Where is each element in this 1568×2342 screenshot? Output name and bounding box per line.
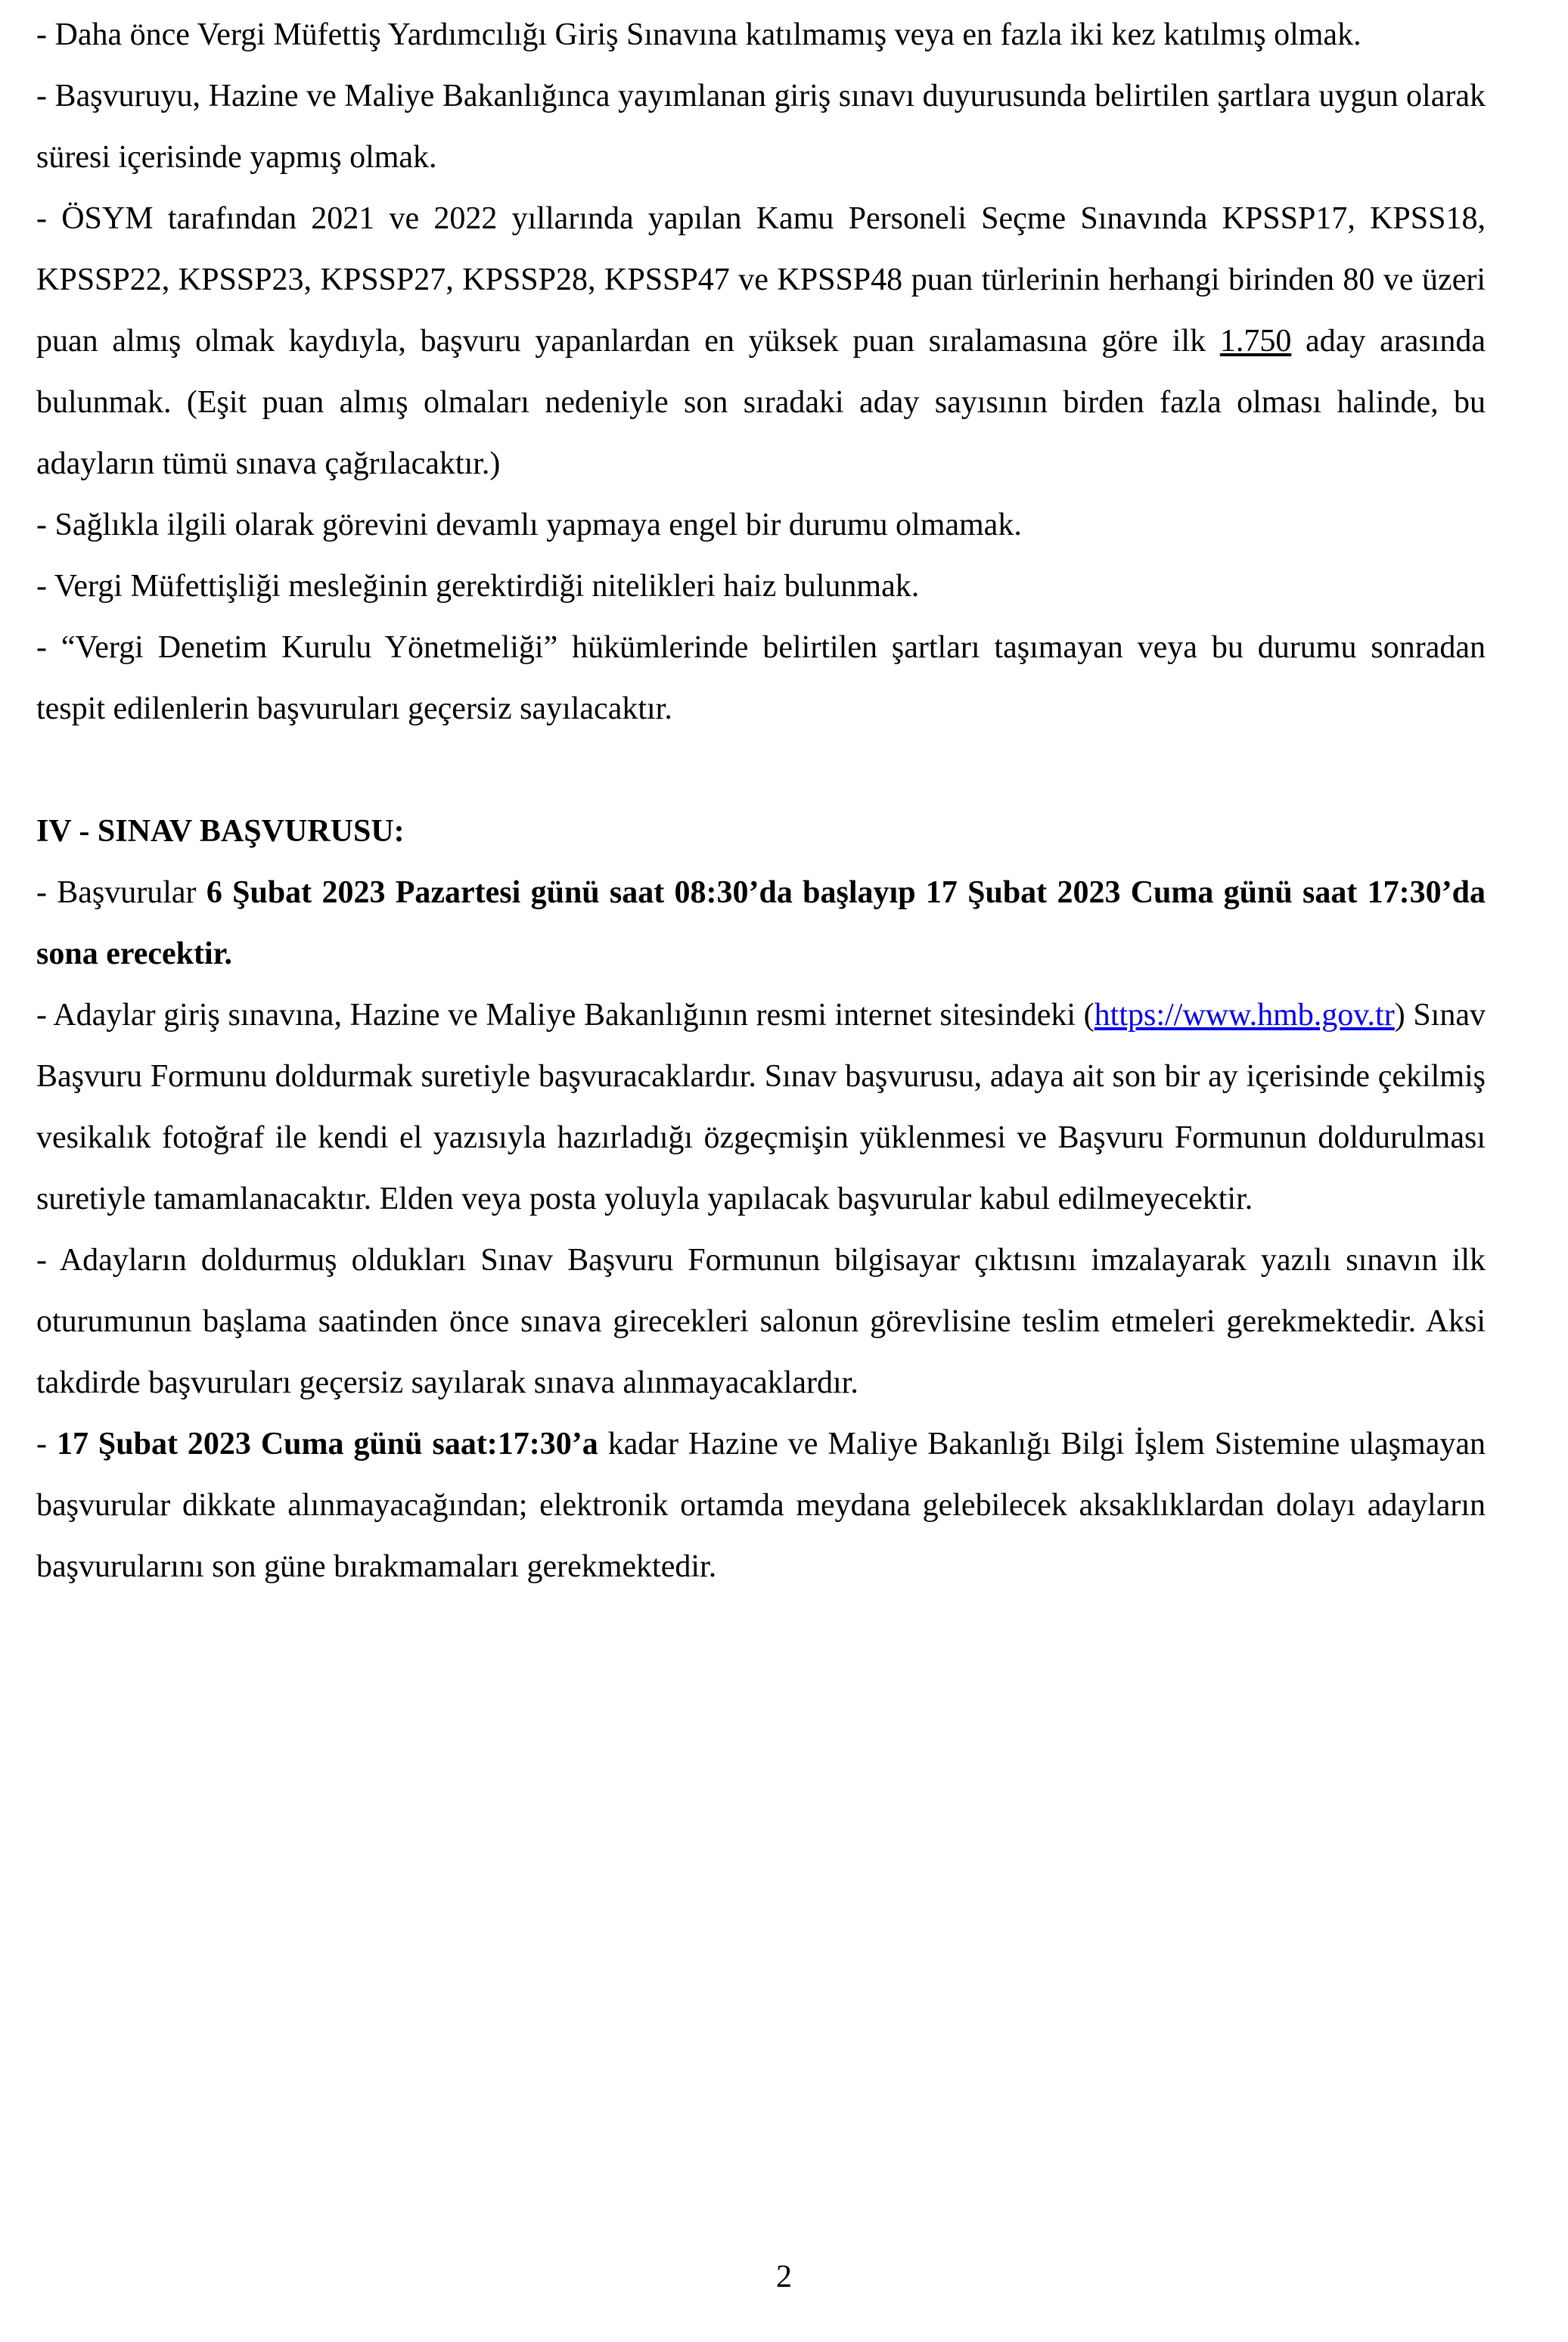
- deadline-notice-suffix: kadar Hazine ve Maliye Bakanlığı Bilgi İşlem Sistemine ulaşmayan başvurular dikkate alınmayacağından; elektronik ortamda meydana gelebilecek aksaklıklardan dolayı adayların başvurularını son güne bırakmamaları gerekmektedir.: [36, 1427, 1486, 1584]
- application-period-prefix: - Başvurular: [36, 875, 206, 910]
- candidate-limit-number: 1.750: [1219, 324, 1292, 359]
- application-method-paragraph: [36, 985, 1486, 1230]
- requirement-health: - Sağlıkla ilgili olarak görevini devamlı yapmaya engel bir durumu olmamak.: [36, 508, 1022, 542]
- requirement-regulation-compliance: - “Vergi Denetim Kurulu Yönetmeliği” hükümlerinde belirtilen şartları taşımayan veya bu durumu sonradan tespit edilenlerin başvuruları geçersiz sayılacaktır.: [36, 630, 1486, 726]
- application-method-suffix: ) Sınav Başvuru Formunu doldurmak suretiyle başvuracaklardır. Sınav başvurusu, adaya ait son bir ay içerisinde çekilmiş vesikalık fotoğraf ile kendi el yazısıyla hazırladığı özgeçmişin yüklenmesi ve Başvuru Formunun doldurulması suretiyle tamamlanacaktır. Elden veya posta yoluyla yapılacak başvurular kabul edilmeyecektir.: [36, 998, 1486, 1216]
- application-period-paragraph: [36, 862, 1486, 985]
- requirement-previous-exam-attempts: - Daha önce Vergi Müfettiş Yardımcılığı Giriş Sınavına katılmamış veya en fazla iki kez katılmış olmak.: [36, 17, 1362, 52]
- document-page: [36, 5, 1486, 1598]
- deadline-notice-paragraph: [36, 1414, 1486, 1598]
- section-spacer: [36, 740, 1486, 801]
- kpss-requirement-text-start: - ÖSYM tarafından 2021 ve 2022 yıllarında yapılan Kamu Personeli Seçme Sınavında KPSSP17, KPSS18, KPSSP22, KPSSP23, KPSSP27, KPSSP28, KPSSP47 ve KPSSP48 puan türlerinin herhangi birinden 80 ve üzeri puan almış olmak kaydıyla, başvuru yapanlardan en yüksek puan sıralamasına göre ilk: [36, 201, 1486, 359]
- requirement-application-within-deadline: - Başvuruyu, Hazine ve Maliye Bakanlığınca yayımlanan giriş sınavı duyurusunda belirtilen şartlara uygun olarak süresi içerisinde yapmış olmak.: [36, 79, 1486, 175]
- requirement-professional-qualities: - Vergi Müfettişliği mesleğinin gerektirdiği nitelikleri haiz bulunmak.: [36, 569, 920, 604]
- form-submission-paragraph: - Adayların doldurmuş oldukları Sınav Başvuru Formunun bilgisayar çıktısını imzalayarak yazılı sınavın ilk oturumunun başlama saatinden önce sınava girecekleri salonun görevlisine teslim etmeleri gerekmektedir. Aksi takdirde başvuruları geçersiz sayılarak sınava alınmayacaklardır.: [36, 1243, 1486, 1400]
- application-method-prefix: - Adaylar giriş sınavına, Hazine ve Maliye Bakanlığının resmi internet sitesindeki (: [36, 998, 1094, 1033]
- deadline-notice-date: 17 Şubat 2023 Cuma günü saat:17:30’a: [56, 1427, 598, 1461]
- application-period-dates: 6 Şubat 2023 Pazartesi günü saat 08:30’da başlayıp 17 Şubat 2023 Cuma günü saat 17:30’da sona erecektir.: [36, 875, 1486, 971]
- kpss-requirement-text-end: aday arasında bulunmak. (Eşit puan almış olmaları nedeniyle son sıradaki aday sayısının birden fazla olması halinde, bu adayların tümü sınava çağrılacaktır.): [36, 324, 1486, 481]
- deadline-notice-prefix: -: [36, 1427, 57, 1461]
- hmb-website-link[interactable]: https://www.hmb.gov.tr: [1094, 998, 1395, 1033]
- section-heading-exam-application: IV - SINAV BAŞVURUSU:: [36, 814, 405, 849]
- requirement-kpss-score: [36, 188, 1486, 495]
- page-number: 2: [776, 2260, 792, 2294]
